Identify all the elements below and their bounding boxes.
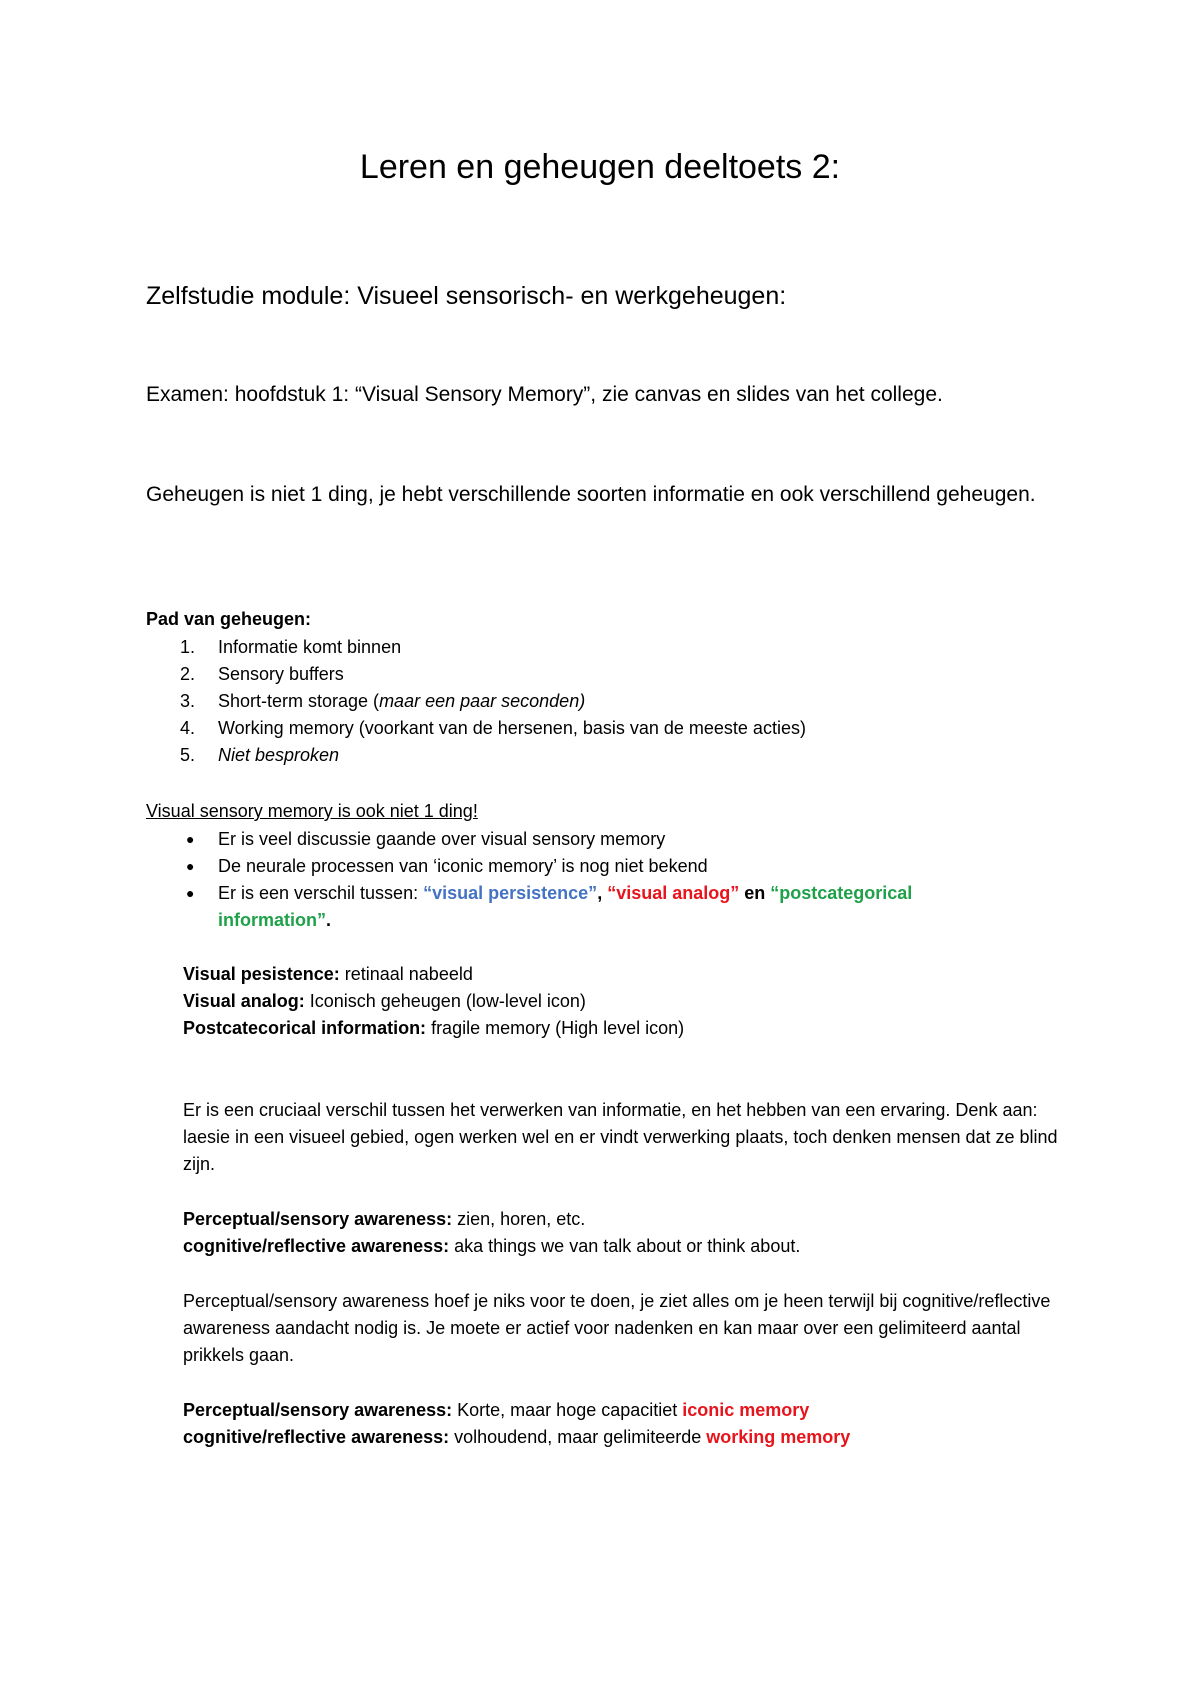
- path-heading: Pad van geheugen:: [146, 609, 312, 629]
- highlight-working-memory: working memory: [706, 1427, 851, 1447]
- bullet-icon: ●: [186, 831, 195, 847]
- list-item: 5. Niet besproken: [180, 745, 340, 765]
- awareness-block-1: [183, 1206, 1063, 1260]
- list-item: ● Er is een verschil tussen: “visual persistence”, “visual analog” en “postcategorical information”.: [146, 880, 1026, 934]
- crucial-paragraph: Er is een cruciaal verschil tussen het verwerken van informatie, en het hebben van een ervaring. Denk aan: laesie in een visueel gebied, ogen werken wel en er vindt verwerking plaats, toch denken mensen dat ze blind zijn.: [183, 1100, 1058, 1174]
- document-title: Leren en geheugen deeltoets 2:: [359, 148, 841, 186]
- definitions-block: [183, 961, 1063, 1042]
- exam-line: Examen: hoofdstuk 1: “Visual Sensory Memory”, zie canvas en slides van het college.: [146, 383, 943, 406]
- bullet-icon: ●: [186, 885, 195, 901]
- definition-line: Visual analog: Iconisch geheugen (low-level icon): [183, 991, 586, 1011]
- awareness-line: cognitive/reflective awareness: aka things we van talk about or think about.: [183, 1236, 801, 1256]
- list-item: 3. Short-term storage (maar een paar seconden): [180, 691, 586, 711]
- vsm-heading: Visual sensory memory is ook niet 1 ding!: [146, 801, 478, 821]
- vsm-bullet-list: [146, 826, 1026, 934]
- list-item: ● De neurale processen van ‘iconic memory’ is nog niet bekend: [146, 853, 1026, 880]
- awareness-block-2: [183, 1397, 1063, 1451]
- list-item: 4. Working memory (voorkant van de hersenen, basis van de meeste acties): [180, 718, 806, 738]
- path-list: [146, 634, 806, 769]
- definition-line: Visual pesistence: retinaal nabeeld: [183, 964, 473, 984]
- awareness-line: cognitive/reflective awareness: volhoudend, maar gelimiteerde working memory: [183, 1427, 851, 1447]
- intro-paragraph: Geheugen is niet 1 ding, je hebt verschillende soorten informatie en ook verschillend geheugen.: [146, 483, 1036, 506]
- list-item: 1. Informatie komt binnen: [180, 637, 402, 657]
- list-item: 2. Sensory buffers: [180, 664, 344, 684]
- highlight-iconic-memory: iconic memory: [682, 1400, 810, 1420]
- term-postcategorical-information: “postcategorical information”: [218, 883, 913, 930]
- term-visual-persistence: “visual persistence”: [423, 883, 598, 903]
- list-item: ● Er is veel discussie gaande over visual sensory memory: [146, 826, 1026, 853]
- module-subtitle: Zelfstudie module: Visueel sensorisch- en werkgeheugen:: [146, 282, 787, 310]
- bullet-icon: ●: [186, 858, 195, 874]
- awareness-line: Perceptual/sensory awareness: zien, horen, etc.: [183, 1209, 586, 1229]
- awareness-line: Perceptual/sensory awareness: Korte, maar hoge capacitiet iconic memory: [183, 1400, 810, 1420]
- term-visual-analog: “visual analog”: [607, 883, 740, 903]
- definition-line: Postcatecorical information: fragile memory (High level icon): [183, 1018, 685, 1038]
- explanation-paragraph: Perceptual/sensory awareness hoef je niks voor te doen, je ziet alles om je heen terwijl bij cognitive/reflective awareness aandacht nodig is. Je moete er actief voor nadenken en kan maar over een gelimiteerd aantal prikkels gaan.: [183, 1291, 1051, 1365]
